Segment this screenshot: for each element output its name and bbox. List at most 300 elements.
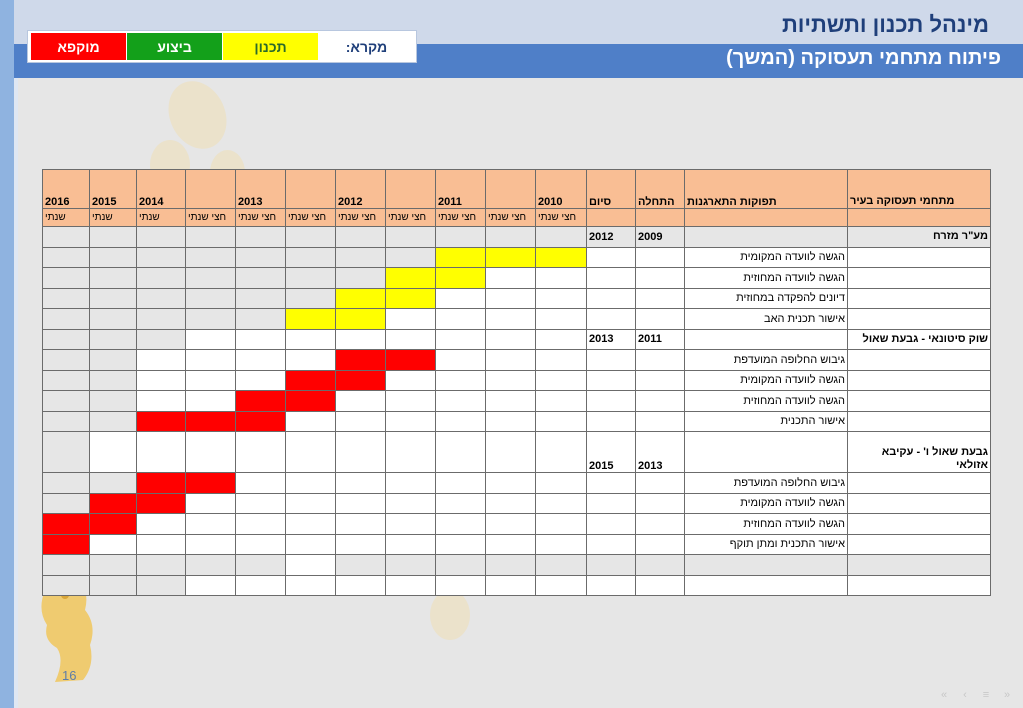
timeline-cell (90, 268, 137, 289)
left-accent-strip (14, 78, 18, 708)
table-row (43, 493, 991, 514)
end-year (587, 514, 636, 535)
timeline-cell (436, 268, 486, 289)
timeline-cell (386, 370, 436, 391)
table-row (43, 514, 991, 535)
timeline-cell (186, 555, 236, 576)
col-header-2016: 2016 (43, 170, 90, 209)
timeline-cell (137, 309, 186, 330)
timeline-cell (137, 227, 186, 248)
timeline-cell (236, 227, 286, 248)
timeline-cell (536, 534, 587, 555)
subheader-annual: שנתי (43, 209, 90, 227)
start-year: 2011 (636, 329, 685, 350)
timeline-cell (236, 288, 286, 309)
timeline-cell (90, 227, 137, 248)
timeline-cell (186, 329, 236, 350)
task-name: הגשה לוועדה המחוזית (685, 268, 848, 289)
start-year (636, 534, 685, 555)
nav-first-icon[interactable]: « (940, 689, 948, 701)
timeline-cell (386, 227, 436, 248)
timeline-cell (536, 473, 587, 494)
timeline-cell (286, 391, 336, 412)
task-name (685, 227, 848, 248)
timeline-cell (486, 370, 536, 391)
timeline-cell (536, 329, 587, 350)
end-year (587, 288, 636, 309)
subheader-annual: שנתי (137, 209, 186, 227)
table-row (43, 268, 991, 289)
slide-nav[interactable] (936, 691, 1015, 700)
start-year (636, 555, 685, 576)
timeline-cell (43, 329, 90, 350)
timeline-cell (436, 370, 486, 391)
table-row (43, 309, 991, 330)
timeline-cell (386, 473, 436, 494)
end-year (587, 309, 636, 330)
timeline-cell (186, 534, 236, 555)
timeline-cell (286, 514, 336, 535)
timeline-cell (137, 350, 186, 371)
timeline-cell (43, 370, 90, 391)
complex-name: מע"ר מזרח (848, 227, 991, 248)
nav-next-icon[interactable]: » (1003, 689, 1011, 701)
task-name: אישור התכנית ומתן תוקף (685, 534, 848, 555)
timeline-cell (186, 268, 236, 289)
col-header-2011: 2011 (436, 170, 486, 209)
start-year (636, 575, 685, 596)
timeline-cell (286, 350, 336, 371)
col-header-2012: 2012 (336, 170, 386, 209)
timeline-cell (436, 575, 486, 596)
timeline-cell (236, 247, 286, 268)
timeline-cell (137, 329, 186, 350)
timeline-cell (90, 493, 137, 514)
timeline-cell (43, 309, 90, 330)
timeline-cell (43, 268, 90, 289)
timeline-cell (286, 329, 336, 350)
legend-planning: תכנון (223, 33, 318, 60)
task-name: דיונים להפקדה במחוזית (685, 288, 848, 309)
timeline-cell (236, 329, 286, 350)
start-year (636, 309, 685, 330)
page-title: מינהל תכנון ותשתיות (781, 12, 989, 37)
timeline-cell (236, 268, 286, 289)
subheader-half: חצי שנתי (436, 209, 486, 227)
timeline-cell (236, 493, 286, 514)
task-name: הגשה לוועדה המחוזית (685, 514, 848, 535)
timeline-cell (90, 309, 137, 330)
subheader-cell (685, 209, 848, 227)
timeline-cell (186, 493, 236, 514)
timeline-cell (386, 329, 436, 350)
timeline-cell (186, 288, 236, 309)
legend (27, 30, 417, 63)
timeline-cell (90, 514, 137, 535)
timeline-cell (536, 432, 587, 473)
table-row (43, 391, 991, 412)
task-name: הגשה לוועדה המקומית (685, 493, 848, 514)
timeline-cell (336, 493, 386, 514)
col-header-end: סיום (587, 170, 636, 209)
gantt-table-wrap (47, 169, 991, 596)
timeline-cell (486, 555, 536, 576)
end-year (587, 555, 636, 576)
timeline-cell (236, 473, 286, 494)
timeline-cell (436, 555, 486, 576)
timeline-cell (386, 268, 436, 289)
timeline-cell (386, 309, 436, 330)
timeline-cell (137, 370, 186, 391)
timeline-cell (286, 432, 336, 473)
start-year (636, 391, 685, 412)
timeline-cell (43, 473, 90, 494)
timeline-cell (43, 227, 90, 248)
nav-menu-icon[interactable]: ≡ (982, 689, 990, 701)
timeline-cell (186, 391, 236, 412)
timeline-cell (43, 247, 90, 268)
timeline-cell (236, 432, 286, 473)
timeline-cell (536, 555, 587, 576)
complex-name (848, 350, 991, 371)
timeline-cell (486, 493, 536, 514)
start-year: 2009 (636, 227, 685, 248)
complex-name: שוק סיטונאי - גבעת שאול (848, 329, 991, 350)
table-row (43, 432, 991, 473)
timeline-cell (386, 555, 436, 576)
timeline-cell (486, 227, 536, 248)
start-year (636, 247, 685, 268)
subheader-half: חצי שנתי (336, 209, 386, 227)
timeline-cell (336, 370, 386, 391)
timeline-cell (90, 247, 137, 268)
timeline-cell (486, 309, 536, 330)
start-year (636, 514, 685, 535)
start-year (636, 370, 685, 391)
end-year (587, 247, 636, 268)
timeline-cell (436, 534, 486, 555)
timeline-cell (336, 288, 386, 309)
complex-name (848, 473, 991, 494)
timeline-cell (90, 411, 137, 432)
subheader-cell (636, 209, 685, 227)
timeline-cell (90, 370, 137, 391)
timeline-cell (336, 514, 386, 535)
end-year (587, 391, 636, 412)
timeline-cell (90, 555, 137, 576)
paw-decoration (430, 590, 470, 640)
end-year: 2015 (587, 432, 636, 473)
end-year: 2013 (587, 329, 636, 350)
complex-name (848, 370, 991, 391)
timeline-cell (90, 288, 137, 309)
timeline-cell (186, 411, 236, 432)
timeline-cell (286, 411, 336, 432)
timeline-cell (486, 432, 536, 473)
timeline-cell (90, 534, 137, 555)
timeline-cell (236, 370, 286, 391)
timeline-cell (536, 268, 587, 289)
task-name: אישור תכנית האב (685, 309, 848, 330)
timeline-cell (43, 534, 90, 555)
table-row (43, 534, 991, 555)
timeline-cell (90, 391, 137, 412)
timeline-cell (336, 227, 386, 248)
timeline-cell (336, 391, 386, 412)
timeline-cell (336, 309, 386, 330)
start-year (636, 288, 685, 309)
complex-name (848, 247, 991, 268)
end-year (587, 575, 636, 596)
complex-name (848, 493, 991, 514)
start-year (636, 268, 685, 289)
task-name: אישור התכנית (685, 411, 848, 432)
col-header-2013: 2013 (236, 170, 286, 209)
timeline-cell (436, 473, 486, 494)
timeline-cell (386, 493, 436, 514)
timeline-cell (536, 493, 587, 514)
timeline-cell (137, 575, 186, 596)
timeline-cell (90, 350, 137, 371)
table-row (43, 329, 991, 350)
start-year (636, 411, 685, 432)
table-row (43, 247, 991, 268)
timeline-cell (90, 575, 137, 596)
timeline-cell (536, 288, 587, 309)
start-year (636, 493, 685, 514)
timeline-cell (486, 350, 536, 371)
timeline-cell (137, 493, 186, 514)
timeline-cell (436, 350, 486, 371)
timeline-cell (43, 391, 90, 412)
timeline-cell (386, 391, 436, 412)
timeline-cell (486, 329, 536, 350)
subheader-cell (587, 209, 636, 227)
timeline-cell (336, 411, 386, 432)
end-year: 2012 (587, 227, 636, 248)
timeline-cell (186, 247, 236, 268)
page-subtitle: פיתוח מתחמי תעסוקה (המשך) (726, 47, 1001, 69)
complex-name (848, 391, 991, 412)
subheader-cell (848, 209, 991, 227)
timeline-cell (536, 309, 587, 330)
timeline-cell (386, 534, 436, 555)
task-name: הגשה לוועדה המקומית (685, 247, 848, 268)
page-number: 16 (62, 668, 77, 683)
timeline-cell (186, 350, 236, 371)
timeline-cell (486, 247, 536, 268)
end-year (587, 370, 636, 391)
timeline-cell (286, 555, 336, 576)
timeline-cell (436, 493, 486, 514)
end-year (587, 534, 636, 555)
timeline-cell (536, 411, 587, 432)
col-header-roles: תפוקות התארגנות (685, 170, 848, 209)
col-header-start: התחלה (636, 170, 685, 209)
timeline-cell (536, 247, 587, 268)
subheader-half: חצי שנתי (236, 209, 286, 227)
timeline-cell (486, 473, 536, 494)
col-header-2015: 2015 (90, 170, 137, 209)
timeline-cell (137, 247, 186, 268)
timeline-cell (486, 391, 536, 412)
legend-label: מקרא: (319, 33, 414, 60)
end-year (587, 411, 636, 432)
task-name: הגשה לוועדה המקומית (685, 370, 848, 391)
timeline-cell (486, 288, 536, 309)
timeline-cell (536, 370, 587, 391)
subheader-half: חצי שנתי (186, 209, 236, 227)
timeline-cell (436, 288, 486, 309)
start-year: 2013 (636, 432, 685, 473)
timeline-cell (286, 575, 336, 596)
timeline-cell (386, 288, 436, 309)
timeline-cell (436, 329, 486, 350)
timeline-cell (386, 432, 436, 473)
complex-name (848, 514, 991, 535)
subheader-half: חצי שנתי (486, 209, 536, 227)
subheader-half: חצי שנתי (386, 209, 436, 227)
timeline-cell (436, 391, 486, 412)
timeline-cell (186, 432, 236, 473)
timeline-cell (137, 534, 186, 555)
subheader-half: חצי שנתי (536, 209, 587, 227)
timeline-cell (286, 247, 336, 268)
timeline-cell (236, 391, 286, 412)
task-name: גיבוש החלופה המועדפת (685, 350, 848, 371)
timeline-cell (286, 473, 336, 494)
timeline-cell (436, 432, 486, 473)
timeline-cell (43, 411, 90, 432)
timeline-cell (186, 473, 236, 494)
nav-prev-icon[interactable]: ‹ (963, 689, 967, 701)
timeline-cell (236, 350, 286, 371)
table-row (43, 411, 991, 432)
col-header-complex: מתחמי תעסוקה בעיר (848, 170, 991, 209)
timeline-cell (336, 432, 386, 473)
timeline-cell (436, 411, 486, 432)
timeline-cell (536, 227, 587, 248)
task-name (685, 432, 848, 473)
timeline-cell (336, 473, 386, 494)
timeline-cell (386, 350, 436, 371)
timeline-cell (436, 514, 486, 535)
end-year (587, 473, 636, 494)
timeline-cell (90, 473, 137, 494)
timeline-cell (336, 555, 386, 576)
end-year (587, 350, 636, 371)
col-header-2011b (386, 170, 436, 209)
timeline-cell (137, 268, 186, 289)
timeline-cell (43, 432, 90, 473)
timeline-cell (436, 247, 486, 268)
col-header-2012b (286, 170, 336, 209)
timeline-cell (186, 227, 236, 248)
timeline-cell (137, 514, 186, 535)
timeline-cell (386, 514, 436, 535)
timeline-cell (286, 309, 336, 330)
task-name (685, 329, 848, 350)
table-header-row (43, 170, 991, 209)
timeline-cell (486, 411, 536, 432)
timeline-cell (137, 391, 186, 412)
timeline-cell (43, 288, 90, 309)
table-row (43, 370, 991, 391)
complex-name (848, 534, 991, 555)
table-row (43, 227, 991, 248)
timeline-cell (286, 534, 336, 555)
timeline-cell (336, 268, 386, 289)
timeline-cell (236, 309, 286, 330)
timeline-cell (486, 514, 536, 535)
col-header-2010: 2010 (536, 170, 587, 209)
subheader-annual: שנתי (90, 209, 137, 227)
complex-name: גבעת שאול ו' - עקיבא אזולאי (848, 432, 991, 473)
timeline-cell (90, 432, 137, 473)
task-name: גיבוש החלופה המועדפת (685, 473, 848, 494)
timeline-cell (137, 473, 186, 494)
table-row (43, 575, 991, 596)
col-header-2014: 2014 (137, 170, 186, 209)
timeline-cell (186, 370, 236, 391)
end-year (587, 268, 636, 289)
timeline-cell (286, 288, 336, 309)
timeline-cell (137, 555, 186, 576)
timeline-cell (236, 555, 286, 576)
complex-name (848, 309, 991, 330)
timeline-cell (286, 227, 336, 248)
timeline-cell (43, 350, 90, 371)
timeline-cell (236, 575, 286, 596)
timeline-cell (236, 514, 286, 535)
task-name: הגשה לוועדה המחוזית (685, 391, 848, 412)
subheader-half: חצי שנתי (286, 209, 336, 227)
timeline-cell (236, 411, 286, 432)
timeline-cell (336, 350, 386, 371)
task-name (685, 575, 848, 596)
timeline-cell (486, 268, 536, 289)
start-year (636, 473, 685, 494)
timeline-cell (137, 288, 186, 309)
timeline-cell (486, 534, 536, 555)
timeline-cell (286, 370, 336, 391)
timeline-cell (43, 575, 90, 596)
table-subheader-row (43, 209, 991, 227)
complex-name (848, 555, 991, 576)
timeline-cell (336, 534, 386, 555)
table-row (43, 473, 991, 494)
legend-frozen: מוקפא (31, 33, 126, 60)
col-header-2010b (486, 170, 536, 209)
complex-name (848, 288, 991, 309)
timeline-cell (43, 493, 90, 514)
gantt-table (42, 169, 991, 596)
complex-name (848, 411, 991, 432)
timeline-cell (286, 493, 336, 514)
timeline-cell (436, 227, 486, 248)
timeline-cell (186, 514, 236, 535)
table-row (43, 350, 991, 371)
left-accent-bar (0, 0, 14, 708)
timeline-cell (536, 350, 587, 371)
table-row (43, 555, 991, 576)
timeline-cell (486, 575, 536, 596)
legend-execution: ביצוע (127, 33, 222, 60)
timeline-cell (336, 247, 386, 268)
timeline-cell (137, 432, 186, 473)
task-name (685, 555, 848, 576)
timeline-cell (536, 514, 587, 535)
